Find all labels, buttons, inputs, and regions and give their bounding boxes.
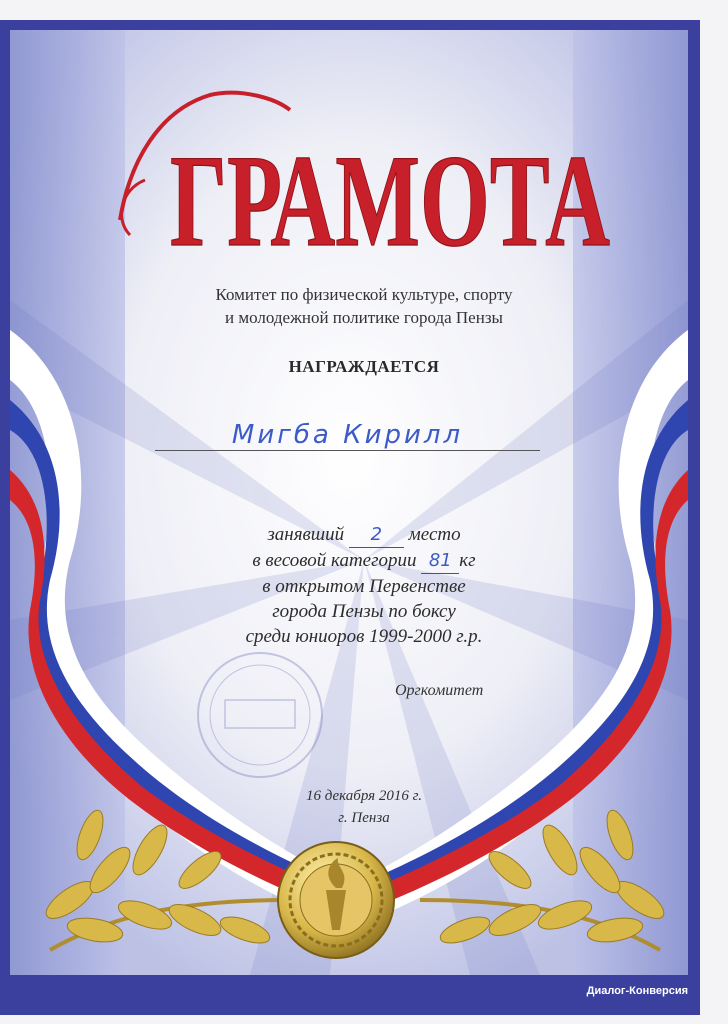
weight-prefix: в весовой категории bbox=[252, 550, 417, 571]
event-line-3: среди юниоров 1999-2000 г.р. bbox=[245, 626, 483, 647]
event-line-2: города Пензы по боксу bbox=[272, 601, 456, 622]
place-line bbox=[0, 522, 728, 548]
issue-city: г. Пенза bbox=[338, 810, 390, 826]
recipient-name-underline bbox=[155, 450, 540, 451]
weight-line bbox=[0, 548, 728, 574]
place-prefix: занявший bbox=[267, 524, 345, 545]
award-details bbox=[0, 522, 728, 649]
recipient-name: Мигба Кирилл bbox=[231, 420, 464, 450]
awarded-label: НАГРАЖДАЕТСЯ bbox=[288, 357, 440, 376]
torch-medal-icon bbox=[278, 842, 394, 958]
title-text: ГРАМОТА bbox=[170, 127, 610, 270]
committee-line-2: и молодежной политике города Пензы bbox=[225, 308, 503, 327]
event-line-1: в открытом Первенстве bbox=[262, 576, 466, 597]
issue-date: 16 декабря 2016 г. bbox=[305, 788, 423, 804]
place-value: 2 bbox=[349, 522, 404, 548]
issuing-committee bbox=[0, 283, 728, 329]
organizer-label: Оргкомитет bbox=[395, 682, 484, 699]
publisher-mark: Диалог-Конверсия bbox=[586, 985, 688, 997]
weight-suffix: кг bbox=[459, 550, 476, 571]
weight-value: 81 bbox=[421, 548, 459, 574]
issue-date-block bbox=[0, 785, 728, 829]
committee-line-1: Комитет по физической культуре, спорту bbox=[215, 285, 513, 304]
place-suffix: место bbox=[408, 524, 461, 545]
certificate-title bbox=[90, 70, 610, 270]
